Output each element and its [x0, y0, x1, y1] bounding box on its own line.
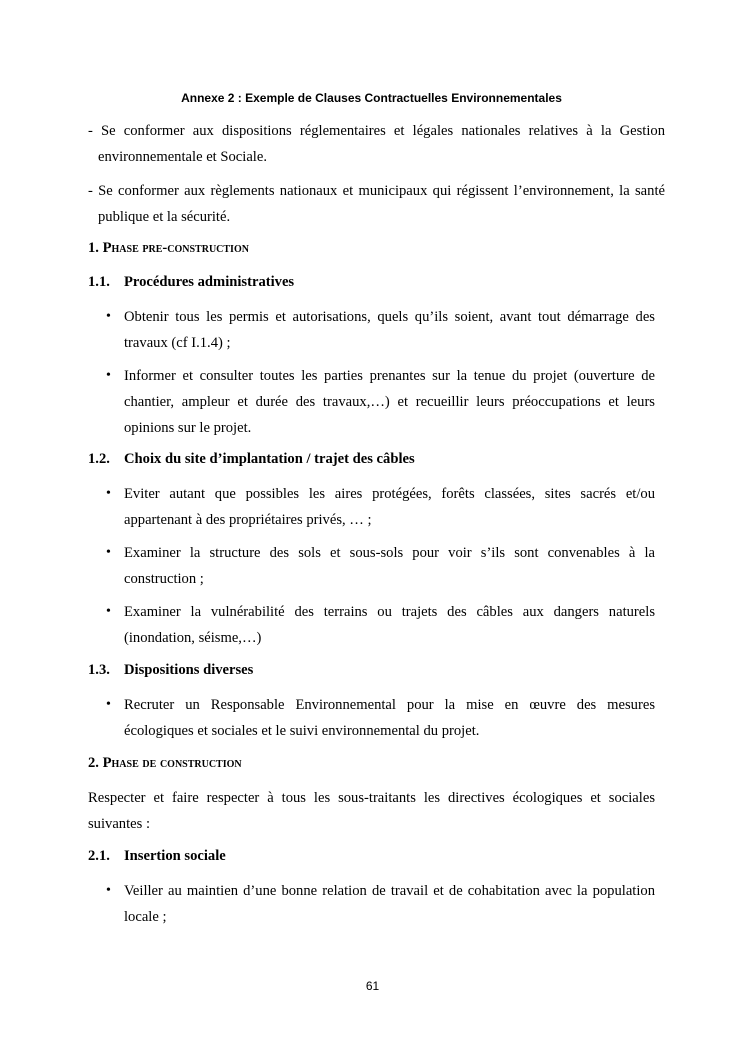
- subsection-number: 1.1.: [88, 274, 110, 290]
- intro-paragraph: - Se conformer aux dispositions réglementaires et légales nationales relatives à la Gestion environnementale et Sociale.: [88, 123, 665, 165]
- subsection-number: 2.1.: [88, 848, 110, 864]
- bullet-icon: •: [106, 697, 111, 712]
- list-item-text: Veiller au maintien d’une bonne relation de travail et de cohabitation avec la population locale ;: [124, 883, 655, 925]
- list-item: [106, 599, 655, 651]
- section-title: Phase de construction: [102, 755, 242, 771]
- subsection-title: Insertion sociale: [124, 848, 226, 864]
- body-paragraph: Respecter et faire respecter à tous les sous-traitants les directives écologiques et sociales suivantes :: [88, 790, 655, 832]
- intro-paragraph: - Se conformer aux règlements nationaux et municipaux qui régissent l’environnement, la santé publique et la sécurité.: [88, 183, 665, 225]
- subsection-heading: [88, 451, 415, 468]
- list-item-text: Obtenir tous les permis et autorisations, quels qu’ils soient, avant tout démarrage des travaux (cf I.1.4) ;: [124, 309, 655, 351]
- list-item-text: Eviter autant que possibles les aires protégées, forêts classées, sites sacrés et/ou appartenant à des propriétaires privés, … ;: [124, 486, 655, 528]
- subsection-title: Procédures administratives: [124, 274, 295, 290]
- bullet-icon: •: [106, 604, 111, 619]
- list-item: [106, 692, 655, 744]
- subsection-heading: [88, 274, 294, 291]
- section-heading: [88, 755, 242, 772]
- bullet-icon: •: [106, 486, 111, 501]
- page-title: Annexe 2 : Exemple de Clauses Contractuelles Environnementales: [181, 91, 562, 105]
- subsection-number: 1.3.: [88, 662, 110, 678]
- subsection-number: 1.2.: [88, 451, 110, 467]
- list-item-text: Examiner la vulnérabilité des terrains ou trajets des câbles aux dangers naturels (inondation, séisme,…): [124, 604, 655, 646]
- list-item-text: Informer et consulter toutes les parties prenantes sur la tenue du projet (ouverture de chantier, ampleur et durée des travaux,…) et recueillir leurs préoccupations et leurs opinions sur le projet.: [124, 368, 655, 436]
- subsection-heading: [88, 848, 226, 865]
- list-item: [106, 481, 655, 533]
- bullet-icon: •: [106, 883, 111, 898]
- bullet-icon: •: [106, 309, 111, 324]
- subsection-title: Choix du site d’implantation / trajet des câbles: [124, 451, 415, 467]
- bullet-icon: •: [106, 545, 111, 560]
- list-item-text: Recruter un Responsable Environnemental pour la mise en œuvre des mesures écologiques et sociales et le suivi environnemental du projet.: [124, 697, 655, 739]
- list-item: [106, 540, 655, 592]
- page-number: 61: [365, 979, 380, 993]
- section-number: 1.: [88, 240, 99, 256]
- subsection-title: Dispositions diverses: [124, 662, 254, 678]
- list-item: [106, 878, 655, 930]
- list-item-text: Examiner la structure des sols et sous-sols pour voir s’ils sont convenables à la construction ;: [124, 545, 655, 587]
- list-item: [106, 304, 655, 356]
- section-title: Phase pre-construction: [102, 240, 249, 256]
- section-number: 2.: [88, 755, 99, 771]
- list-item: [106, 363, 655, 441]
- subsection-heading: [88, 662, 253, 679]
- section-heading: [88, 240, 249, 257]
- bullet-icon: •: [106, 368, 111, 383]
